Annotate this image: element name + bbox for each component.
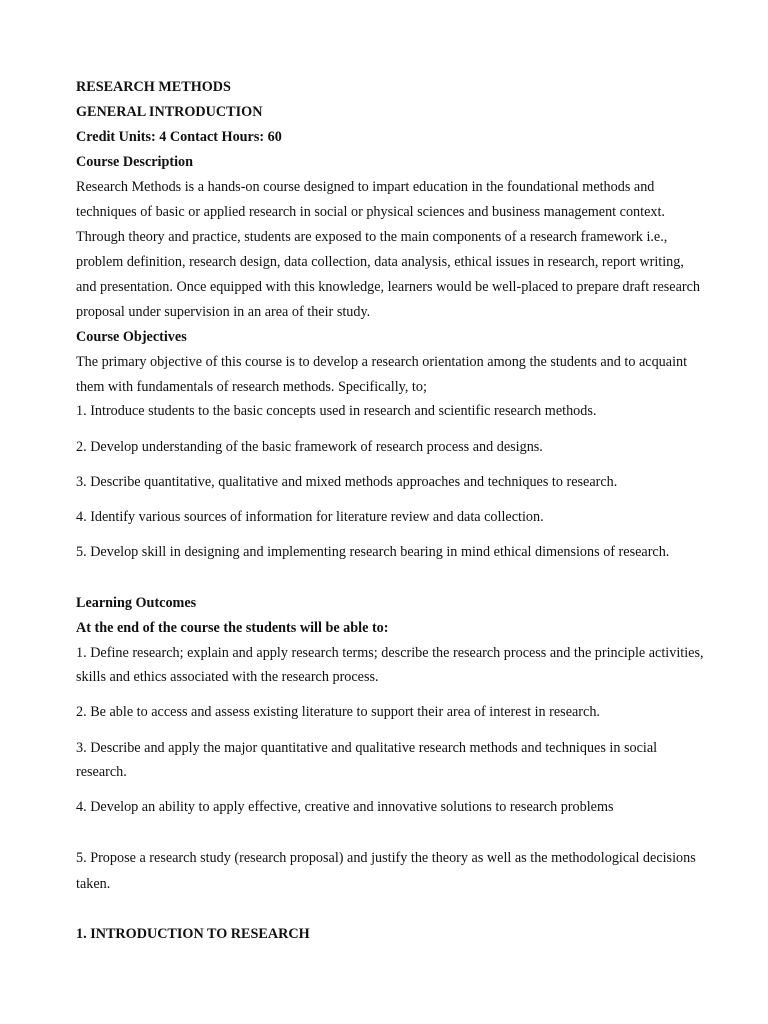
- section-heading: 1. INTRODUCTION TO RESEARCH: [76, 926, 310, 942]
- course-description-line: and presentation. Once equipped with this knowledge, learners would be well-placed to prepare draft research: [76, 279, 701, 295]
- course-description-line: Research Methods is a hands-on course designed to impart education in the foundational methods and: [76, 179, 655, 195]
- document-title: RESEARCH METHODS: [76, 79, 231, 95]
- course-description-line: problem definition, research design, data collection, data analysis, ethical issues in research, report writing,: [76, 254, 684, 270]
- course-objective-item: 5. Develop skill in designing and implementing research bearing in mind ethical dimensions of research.: [76, 544, 670, 560]
- learning-outcome-item-line: 5. Propose a research study (research proposal) and justify the theory as well as the methodological decisions: [76, 850, 696, 866]
- learning-outcome-item-line: taken.: [76, 876, 111, 892]
- course-objectives-intro-line: The primary objective of this course is to develop a research orientation among the students and to acquaint: [76, 354, 688, 370]
- learning-outcome-item-line: 4. Develop an ability to apply effective, creative and innovative solutions to research problems: [76, 799, 614, 815]
- learning-outcome-item-line: 1. Define research; explain and apply research terms; describe the research process and the principle activities,: [76, 645, 704, 661]
- course-objective-item: 4. Identify various sources of information for literature review and data collection.: [76, 509, 544, 525]
- learning-outcome-item-line: skills and ethics associated with the research process.: [76, 669, 379, 685]
- course-description-line: proposal under supervision in an area of their study.: [76, 304, 371, 320]
- course-description-line: Through theory and practice, students are exposed to the main components of a research framework i.e.,: [76, 229, 668, 245]
- learning-outcomes-heading: Learning Outcomes: [76, 595, 197, 611]
- course-objective-item: 2. Develop understanding of the basic framework of research process and designs.: [76, 439, 543, 455]
- course-objective-item: 1. Introduce students to the basic concepts used in research and scientific research methods.: [76, 403, 597, 419]
- credit-units: Credit Units: 4 Contact Hours: 60: [76, 129, 282, 145]
- learning-outcomes-subheading: At the end of the course the students will be able to:: [76, 620, 389, 636]
- course-description-heading: Course Description: [76, 154, 194, 170]
- course-objective-item: 3. Describe quantitative, qualitative and mixed methods approaches and techniques to research.: [76, 474, 618, 490]
- learning-outcome-item-line: 2. Be able to access and assess existing literature to support their area of interest in research.: [76, 704, 600, 720]
- document-subtitle: GENERAL INTRODUCTION: [76, 104, 263, 120]
- course-description-line: techniques of basic or applied research in social or physical sciences and business management context.: [76, 204, 665, 220]
- learning-outcome-item-line: 3. Describe and apply the major quantitative and qualitative research methods and techniques in social: [76, 740, 658, 756]
- course-objectives-heading: Course Objectives: [76, 329, 187, 345]
- learning-outcome-item-line: research.: [76, 764, 127, 780]
- course-objectives-intro-line: them with fundamentals of research methods. Specifically, to;: [76, 379, 427, 395]
